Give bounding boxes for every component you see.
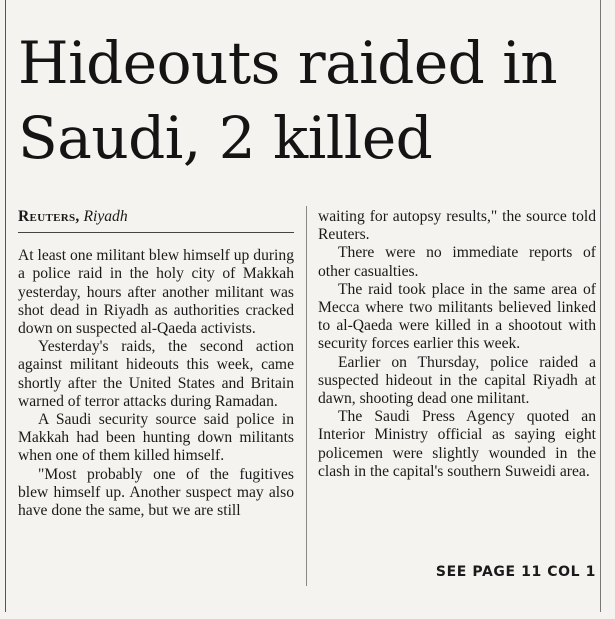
paragraph: The raid took place in the same area of Mecca where two militants believed linked to al-Qaeda were killed in a shootout with security forces earlier this week. xyxy=(318,280,596,353)
paragraph: At least one militant blew himself up during a police raid in the holy city of Makkah yesterday, hours after another militant was shot dead in Riyadh as authorities cracked down on suspected al-Qaeda activists. xyxy=(18,247,294,338)
paragraph: Earlier on Thursday, police raided a suspected hideout in the capital Riyadh at dawn, shooting dead one militant. xyxy=(318,353,596,408)
jump-line: SEE PAGE 11 COL 1 xyxy=(435,564,596,580)
paragraph: "Most probably one of the fugitives blew himself up. Another suspect may also have done the same, but we are still xyxy=(18,465,294,520)
column-divider xyxy=(306,206,307,586)
paragraph: The Saudi Press Agency quoted an Interior Ministry official as saying eight policemen were slightly wounded in the clash in the capital's southern Suweidi area. xyxy=(318,408,596,480)
paragraph: There were no immediate reports of other casualties. xyxy=(318,244,596,280)
paragraph: A Saudi security source said police in Makkah had been hunting down militants when one of them killed himself. xyxy=(18,411,294,465)
right-column xyxy=(318,208,596,481)
paragraph: waiting for autopsy results," the source told Reuters. xyxy=(318,208,596,244)
paragraph: Yesterday's raids, the second action against militant hideouts this week, came shortly after the United States and Britain warned of terror attacks during Ramadan. xyxy=(18,338,294,410)
right-margin-rule xyxy=(600,0,601,612)
byline-location: Riyadh xyxy=(83,208,128,225)
left-column xyxy=(18,208,294,520)
headline: Hideouts raided in Saudi, 2 killed xyxy=(18,29,558,173)
byline xyxy=(18,208,294,233)
byline-agency: Reuters, xyxy=(18,208,80,225)
left-margin-rule xyxy=(5,0,6,612)
